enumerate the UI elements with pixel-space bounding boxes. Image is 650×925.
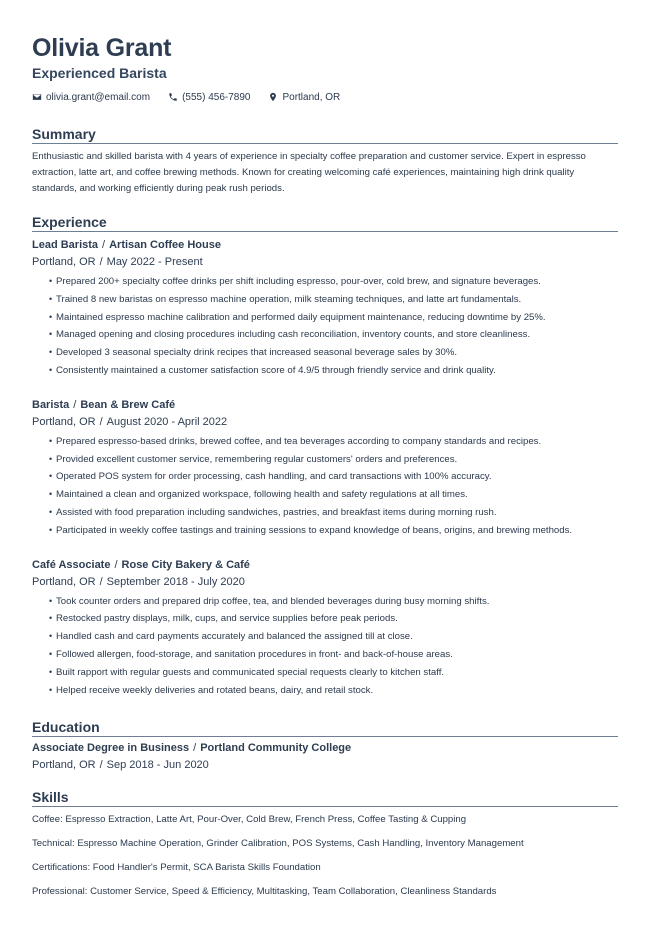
separator: / xyxy=(99,415,103,428)
job-role: Lead Barista xyxy=(32,239,99,251)
skills-heading: Skills xyxy=(32,789,618,807)
list-item: • Assisted with food preparation including sandwiches, pastries, and breakfast items during morning rush. xyxy=(49,504,618,522)
summary-heading: Summary xyxy=(32,126,618,144)
job-entry xyxy=(32,238,618,380)
job-title-line xyxy=(32,558,618,573)
list-item: • Built rapport with regular guests and communicated special requests clearly to kitchen staff. xyxy=(49,664,618,682)
job-bullets xyxy=(32,593,618,700)
job-dates: May 2022 - Present xyxy=(106,256,203,268)
job-dates: September 2018 - July 2020 xyxy=(106,575,245,588)
job-location: Portland, OR xyxy=(32,415,96,428)
separator: / xyxy=(99,759,103,772)
summary-text: Enthusiastic and skilled barista with 4 years of experience in specialty coffee preparation and customer service. Expert in espresso extraction, latte art, and coffee brewing methods. Known for creating welcoming café experiences, maintaining high drink quality standards, and working efficiently during peak rush periods. xyxy=(32,151,586,194)
list-item: • Consistently maintained a customer satisfaction score of 4.9/5 through friendly service and drink quality. xyxy=(49,362,618,380)
location-text: Portland, OR xyxy=(282,91,341,103)
education-section xyxy=(32,719,618,773)
list-item: • Managed opening and closing procedures including cash reconciliation, inventory counts, and store cleanliness. xyxy=(49,326,618,344)
list-item: • Prepared 200+ specialty coffee drinks per shift including espresso, pour-over, cold brew, and signature beverages. xyxy=(49,273,618,291)
skills-line: Professional: Customer Service, Speed & Efficiency, Multitasking, Team Collaboration, Cleanliness Standards xyxy=(32,886,497,898)
map-pin-icon xyxy=(268,92,278,102)
job-role: Barista xyxy=(32,398,70,411)
list-item: • Maintained a clean and organized workspace, following health and safety regulations at all times. xyxy=(49,486,618,504)
separator: / xyxy=(102,239,106,251)
separator: / xyxy=(193,742,197,755)
experience-heading: Experience xyxy=(32,214,618,232)
education-meta-line xyxy=(32,758,618,773)
job-meta-line xyxy=(32,415,618,430)
job-meta-line xyxy=(32,255,618,270)
education-degree: Associate Degree in Business xyxy=(32,742,190,755)
email-text: olivia.grant@email.com xyxy=(46,91,151,103)
candidate-name: Olivia Grant xyxy=(32,34,172,62)
skills-line: Certifications: Food Handler's Permit, SCA Barista Skills Foundation xyxy=(32,862,321,874)
skills-line: Coffee: Espresso Extraction, Latte Art, Pour-Over, Cold Brew, French Press, Coffee Tasting & Cupping xyxy=(32,814,467,826)
resume-header xyxy=(32,34,618,104)
job-location: Portland, OR xyxy=(32,256,96,268)
job-company: Artisan Coffee House xyxy=(109,239,221,251)
summary-section xyxy=(32,126,618,197)
job-dates: August 2020 - April 2022 xyxy=(106,415,228,428)
list-item: • Maintained espresso machine calibration and performed daily equipment maintenance, reducing downtime by 25%. xyxy=(49,309,618,327)
job-title-line xyxy=(32,398,618,413)
separator: / xyxy=(73,398,77,411)
job-title-line xyxy=(32,238,618,253)
education-title-line xyxy=(32,741,618,756)
separator: / xyxy=(99,256,103,268)
contact-row xyxy=(32,90,618,104)
list-item: • Participated in weekly coffee tastings and training sessions to expand knowledge of beans, origins, and brewing methods. xyxy=(49,522,618,540)
envelope-icon xyxy=(32,92,42,102)
phone-icon xyxy=(168,92,178,102)
education-dates: Sep 2018 - Jun 2020 xyxy=(106,759,209,772)
list-item: • Operated POS system for order processing, cash handling, and card transactions with 100% accuracy. xyxy=(49,468,618,486)
list-item: • Followed allergen, food-storage, and sanitation procedures in front- and back-of-house areas. xyxy=(49,646,618,664)
job-bullets xyxy=(32,433,618,540)
list-item: • Took counter orders and prepared drip coffee, tea, and blended beverages during busy morning shifts. xyxy=(49,593,618,611)
job-role: Café Associate xyxy=(32,558,111,571)
list-item: • Helped receive weekly deliveries and rotated beans, dairy, and retail stock. xyxy=(49,682,618,700)
separator: / xyxy=(114,558,118,571)
skills-section xyxy=(32,789,618,899)
job-entry xyxy=(32,558,618,700)
contact-location xyxy=(268,92,340,103)
job-company: Bean & Brew Café xyxy=(80,398,176,411)
education-school: Portland Community College xyxy=(200,742,352,755)
contact-phone[interactable] xyxy=(168,92,250,103)
separator: / xyxy=(99,575,103,588)
list-item: • Developed 3 seasonal specialty drink recipes that increased seasonal beverage sales by 30%. xyxy=(49,344,618,362)
skills-line: Technical: Espresso Machine Operation, Grinder Calibration, POS Systems, Cash Handling, Inventory Management xyxy=(32,838,524,850)
list-item: • Prepared espresso-based drinks, brewed coffee, and tea beverages according to company standards and recipes. xyxy=(49,433,618,451)
list-item: • Restocked pastry displays, milk, cups, and service supplies before peak periods. xyxy=(49,610,618,628)
job-bullets xyxy=(32,273,618,380)
experience-section xyxy=(32,214,618,699)
list-item: • Trained 8 new baristas on espresso machine operation, milk steaming techniques, and latte art fundamentals. xyxy=(49,291,618,309)
job-meta-line xyxy=(32,575,618,590)
list-item: • Provided excellent customer service, remembering regular customers' orders and preferences. xyxy=(49,451,618,469)
contact-email[interactable] xyxy=(32,92,150,103)
list-item: • Handled cash and card payments accurately and balanced the assigned till at close. xyxy=(49,628,618,646)
job-entry xyxy=(32,398,618,540)
candidate-title: Experienced Barista xyxy=(32,65,167,81)
job-location: Portland, OR xyxy=(32,575,96,588)
education-location: Portland, OR xyxy=(32,759,96,772)
job-company: Rose City Bakery & Café xyxy=(121,558,250,571)
phone-text: (555) 456-7890 xyxy=(182,91,251,103)
education-heading: Education xyxy=(32,719,618,737)
